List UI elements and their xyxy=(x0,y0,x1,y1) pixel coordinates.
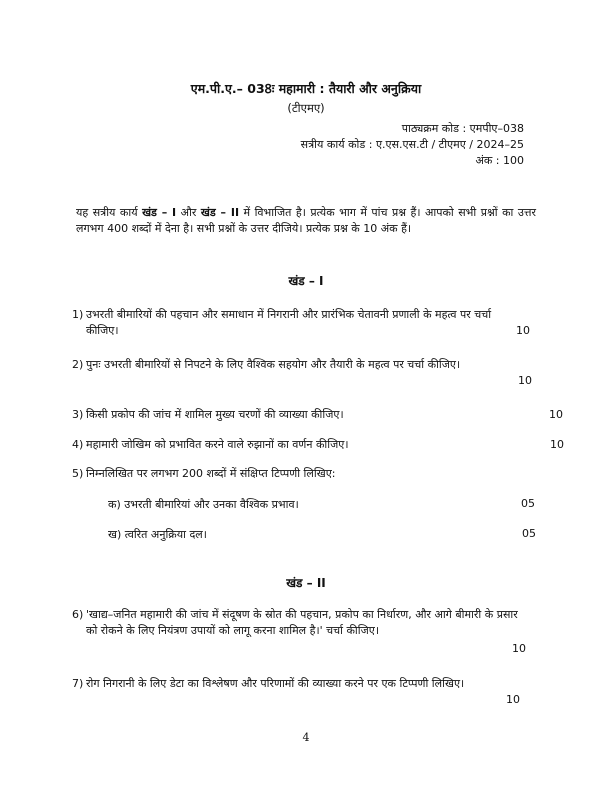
intro-text: में विभाजित है। प्रत्येक भाग में पांच प्रश्न हैं। आपको सभी प्रश्नों का उत्तर लगभग 400 शब्दों में देना है। सभी प्रश्नों के उत्तर दीजिये। प्रत्येक प्रश्न के 10 अंक हैं। xyxy=(76,206,536,235)
question-text: निम्नलिखित पर लगभग 200 शब्दों में संक्षिप्त टिप्पणी लिखिए: xyxy=(86,467,336,480)
sub-question-b: ख) त्वरित अनुक्रिया दल। xyxy=(108,528,207,541)
question-text: 'खाद्य–जनित महामारी की जांच में संदूषण के स्रोत की पहचान, प्रकोप का निर्धारण, और आगे बीमारी के प्रसार को रोकने के लिए नियंत्रण उपायों को लागू करना शामिल है।' चर्चा कीजिए। xyxy=(86,608,518,637)
question-number: 1) xyxy=(72,308,84,321)
question-marks: 10 xyxy=(518,374,532,387)
intro-text: और xyxy=(176,206,201,219)
question-text: महामारी जोखिम को प्रभावित करने वाले रुझानों का वर्णन कीजिए। xyxy=(86,438,349,451)
course-code: पाठ्यक्रम कोड : एमपीए–038 xyxy=(401,122,524,135)
instructions-paragraph xyxy=(76,205,536,237)
question-number: 5) xyxy=(72,467,84,480)
assignment-code: सत्रीय कार्य कोड : ए.एस.एस.टी / टीएमए / 2024–25 xyxy=(300,138,524,151)
document-title: एम.पी.ए.– 038ः महामारी : तैयारी और अनुक्रिया xyxy=(190,81,422,96)
section-2-heading: खंड – II xyxy=(286,576,326,590)
question-marks: 10 xyxy=(506,693,520,706)
question-4 xyxy=(72,437,564,453)
intro-text: यह सत्रीय कार्य xyxy=(76,206,143,219)
question-marks: 10 xyxy=(549,408,563,421)
question-3 xyxy=(72,407,563,423)
question-text: उभरती बीमारियों की पहचान और समाधान में निगरानी और प्रारंभिक चेतावनी प्रणाली के महत्व पर चर्चा कीजिए। xyxy=(86,308,492,337)
question-5 xyxy=(72,466,542,482)
total-marks: अंक : 100 xyxy=(475,154,524,167)
question-text: पुनः उभरती बीमारियों से निपटने के लिए वैश्विक सहयोग और तैयारी के महत्व पर चर्चा कीजिए। xyxy=(86,358,461,371)
document-subtitle: (टीएमए) xyxy=(287,101,325,115)
question-text: रोग निगरानी के लिए डेटा का विश्लेषण और परिणामों की व्याख्या करने पर एक टिप्पणी लिखिए। xyxy=(86,677,465,690)
question-marks: 10 xyxy=(550,438,564,451)
section-1-heading: खंड – I xyxy=(288,274,324,288)
question-text: किसी प्रकोप की जांच में शामिल मुख्य चरणों की व्याख्या कीजिए। xyxy=(86,408,344,421)
question-marks: 10 xyxy=(512,642,526,655)
question-marks: 10 xyxy=(516,324,530,337)
question-number: 2) xyxy=(72,358,84,371)
question-number: 7) xyxy=(72,677,84,690)
sub-question-a: क) उभरती बीमारियां और उनका वैश्विक प्रभाव। xyxy=(108,498,299,511)
sub-question-a-marks: 05 xyxy=(521,497,535,510)
question-number: 4) xyxy=(72,438,84,451)
question-7 xyxy=(72,676,542,706)
sub-question-b-marks: 05 xyxy=(522,527,536,540)
question-1 xyxy=(72,307,542,339)
question-2 xyxy=(72,357,542,387)
question-6 xyxy=(72,607,542,655)
page-number: 4 xyxy=(302,731,310,744)
question-number: 6) xyxy=(72,608,84,621)
intro-section-2: खंड – II xyxy=(200,206,240,219)
question-number: 3) xyxy=(72,408,84,421)
intro-section-1: खंड – I xyxy=(142,206,177,219)
